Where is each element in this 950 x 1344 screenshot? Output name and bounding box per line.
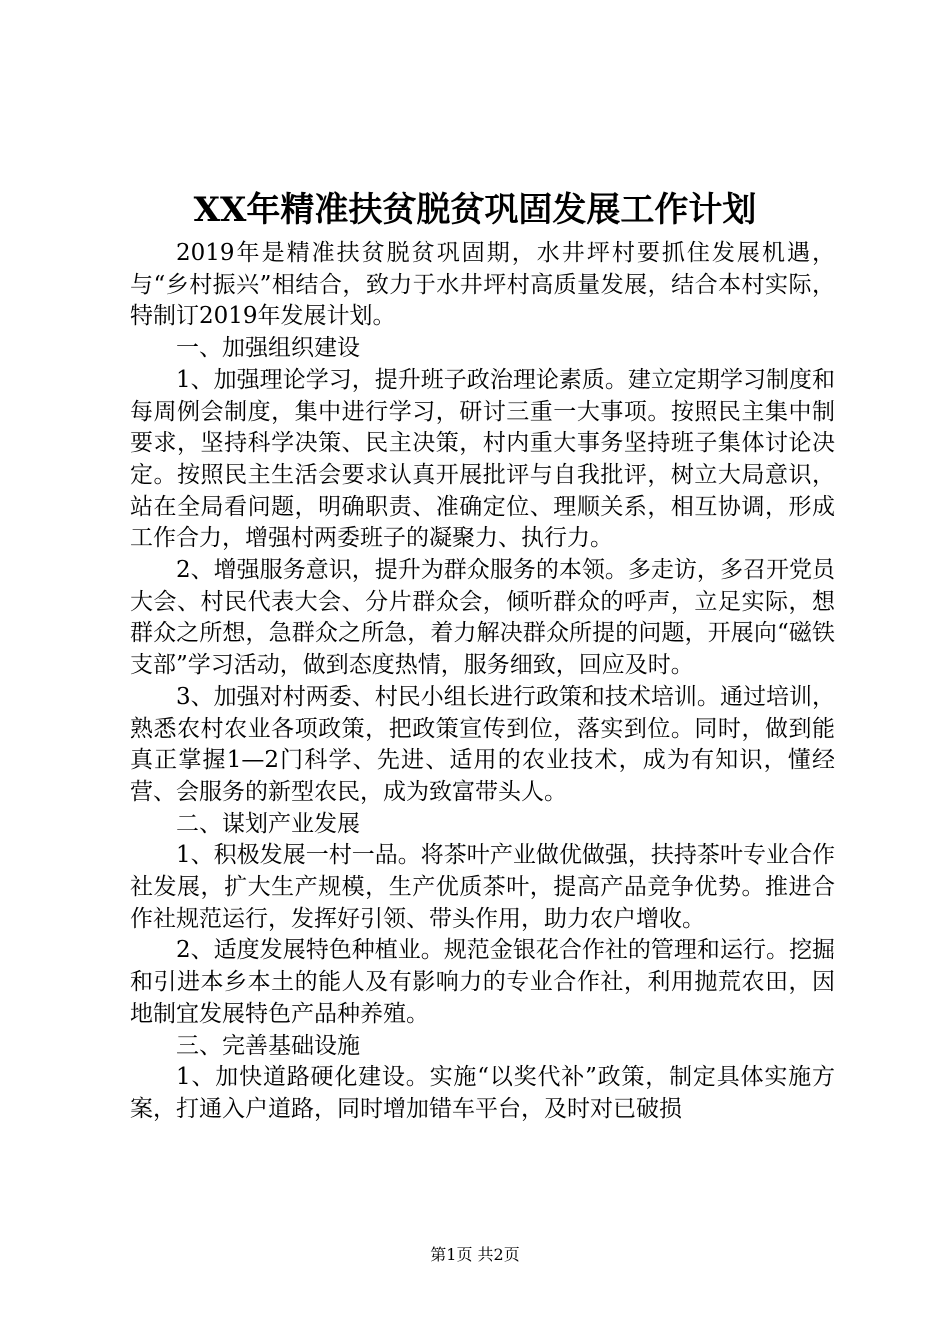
section-heading-infrastructure: 三、完善基础设施	[176, 1032, 360, 1059]
paragraph-road-hardening: 1、加快道路硬化建设。实施“以奖代补”政策，制定具体实施方案，打通入户道路，同时增加错车平台，及时对已破损	[130, 1064, 835, 1122]
paragraph-theory-study: 1、加强理论学习，提升班子政治理论素质。建立定期学习制度和每周例会制度，集中进行学习，研讨三重一大事项。按照民主集中制要求，坚持科学决策、民主决策，村内重大事务坚持班子集体讨论决定。按照民主生活会要求认真开展批评与自我批评，树立大局意识，站在全局看问题，明确职责、准确定位、理顺关系，相互协调，形成工作合力，增强村两委班子的凝聚力、执行力。	[130, 366, 835, 552]
page-number-footer: 第1页 共2页	[430, 1245, 520, 1264]
paragraph-specialty-planting: 2、适度发展特色种植业。规范金银花合作社的管理和运行。挖掘和引进本乡本土的能人及有影响力的专业合作社，利用抛荒农田，因地制宜发展特色产品种养殖。	[130, 937, 835, 1027]
document-title: XX年精准扶贫脱贫巩固发展工作计划	[193, 190, 757, 230]
intro-paragraph: 2019年是精准扶贫脱贫巩固期，水井坪村要抓住发展机遇，与“乡村振兴”相结合，致力于水井坪村高质量发展，结合本村实际，特制订2019年发展计划。	[130, 240, 835, 330]
section-heading-industry: 二、谋划产业发展	[176, 810, 360, 837]
paragraph-one-village-one-product: 1、积极发展一村一品。将茶叶产业做优做强，扶持茶叶专业合作社发展，扩大生产规模，生产优质茶叶，提高产品竞争优势。推进合作社规范运行，发挥好引领、带头作用，助力农户增收。	[130, 842, 835, 932]
paragraph-policy-training: 3、加强对村两委、村民小组长进行政策和技术培训。通过培训，熟悉农村农业各项政策，把政策宣传到位，落实到位。同时，做到能真正掌握1—2门科学、先进、适用的农业技术，成为有知识，懂经营、会服务的新型农民，成为致富带头人。	[130, 683, 835, 805]
section-heading-organization: 一、加强组织建设	[176, 335, 360, 362]
paragraph-service-awareness: 2、增强服务意识，提升为群众服务的本领。多走访，多召开党员大会、村民代表大会、分片群众会，倾听群众的呼声，立足实际，想群众之所想，急群众之所急，着力解决群众所提的问题，开展向“磁铁支部”学习活动，做到态度热情，服务细致，回应及时。	[130, 557, 835, 679]
document-body	[130, 238, 835, 1126]
